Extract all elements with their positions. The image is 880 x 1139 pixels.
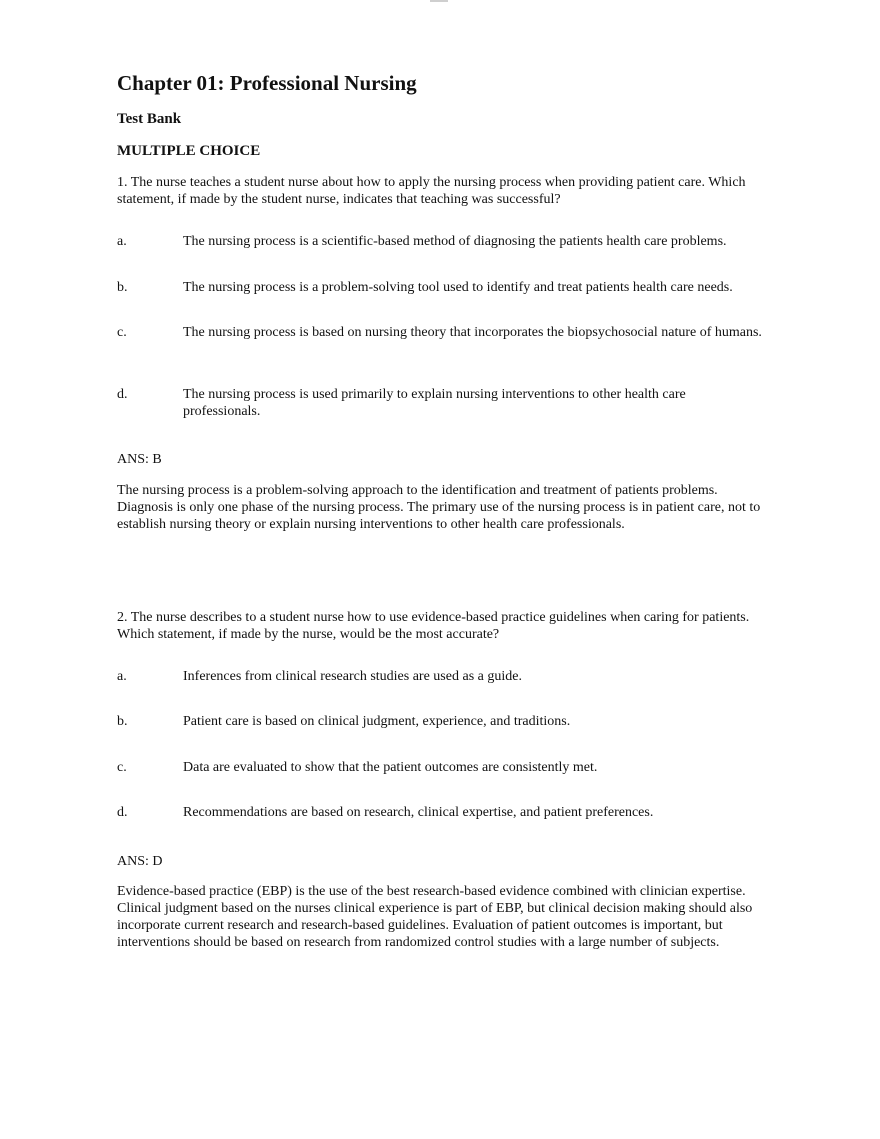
q2-option-c-text: Data are evaluated to show that the patient outcomes are consistently met. (183, 760, 598, 775)
page-top-mark (430, 0, 448, 2)
q1-option-c-text: The nursing process is based on nursing theory that incorporates the biopsychosocial nature of humans. (183, 325, 762, 340)
test-bank-heading: Test Bank (117, 111, 182, 127)
q1-option-c-letter: c. (117, 325, 127, 340)
question-1-stem: 1. The nurse teaches a student nurse about how to apply the nursing process when providing patient care. Which statement, if made by the student nurse, indicates that teaching was successful? (117, 175, 746, 207)
q1-option-a-text: The nursing process is a scientific-based method of diagnosing the patients health care problems. (183, 234, 727, 249)
q1-option-b-text: The nursing process is a problem-solving tool used to identify and treat patients health care needs. (183, 280, 733, 295)
q1-option-a-letter: a. (117, 234, 127, 249)
section-heading: MULTIPLE CHOICE (117, 143, 261, 159)
q1-answer: ANS: B (117, 452, 162, 467)
q2-option-a-letter: a. (117, 669, 127, 684)
q1-option-b-letter: b. (117, 280, 128, 295)
q2-option-a-text: Inferences from clinical research studies are used as a guide. (183, 669, 522, 684)
q1-rationale: The nursing process is a problem-solving approach to the identification and treatment of patients problems. Diagnosis is only one phase of the nursing process. The primary use of the nursing process is in patient care, not to establish nursing theory or explain nursing interventions to other health care professionals. (117, 483, 761, 532)
q2-option-d-text: Recommendations are based on research, clinical expertise, and patient preferences. (183, 805, 654, 820)
question-2-stem: 2. The nurse describes to a student nurse how to use evidence-based practice guidelines when caring for patients. Which statement, if made by the nurse, would be the most accurate? (117, 610, 750, 642)
q2-option-b-text: Patient care is based on clinical judgment, experience, and traditions. (183, 714, 571, 729)
q2-option-d-letter: d. (117, 805, 128, 820)
q2-answer: ANS: D (117, 854, 163, 869)
q1-option-d-letter: d. (117, 387, 128, 402)
q1-option-d-text: The nursing process is used primarily to explain nursing interventions to other health care professionals. (183, 387, 686, 419)
q2-rationale: Evidence-based practice (EBP) is the use of the best research-based evidence combined with clinician expertise. Clinical judgment based on the nurses clinical experience is part of EBP, but clinical decision making should also incorporate current research and research-based guidelines. Evaluation of patient outcomes is important, but interventions should be based on research from randomized control studies with a large number of subjects. (117, 884, 753, 950)
chapter-title: Chapter 01: Professional Nursing (117, 71, 417, 95)
q2-option-b-letter: b. (117, 714, 128, 729)
q2-option-c-letter: c. (117, 760, 127, 775)
